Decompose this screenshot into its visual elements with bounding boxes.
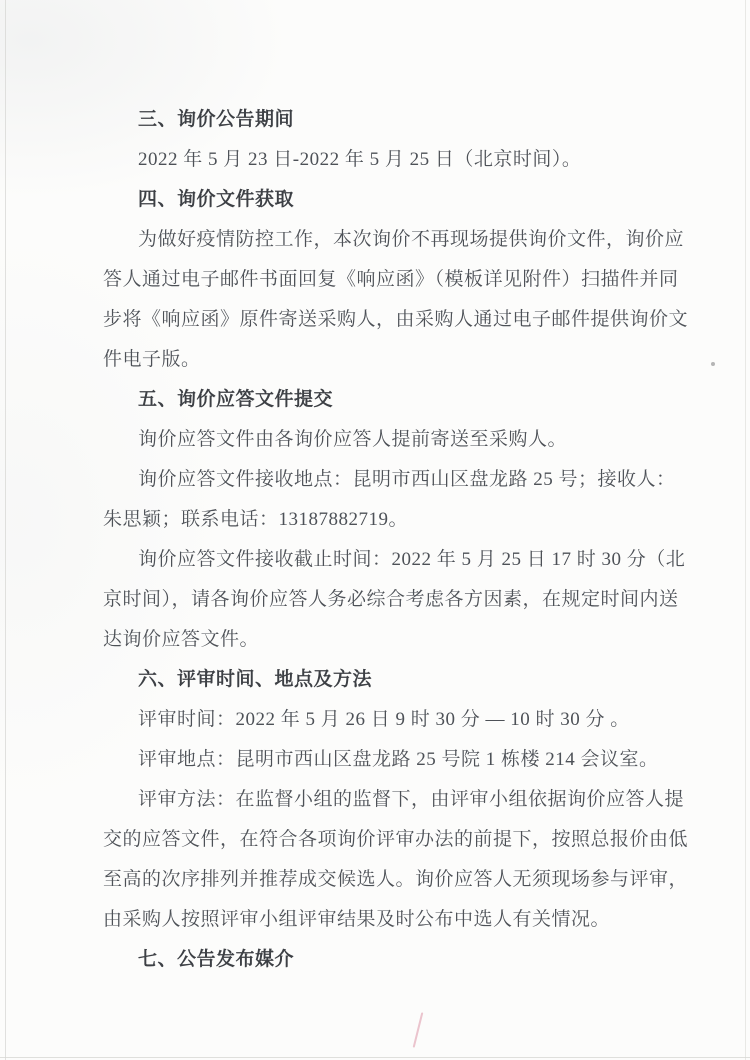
text-line: 询价应答文件接收地点：昆明市西山区盘龙路 25 号；接收人：: [138, 469, 676, 490]
text-line: 评审地点：昆明市西山区盘龙路 25 号院 1 栋楼 214 会议室。: [138, 749, 659, 770]
text-line: 2022 年 5 月 23 日-2022 年 5 月 25 日（北京时间）。: [138, 149, 582, 170]
section-heading: 三、询价公告期间: [138, 109, 295, 130]
document-content: [103, 100, 689, 980]
text-line: 为做好疫情防控工作，本次询价不再现场提供询价文件，询价应: [138, 229, 685, 250]
text-line: 件电子版。: [103, 349, 201, 370]
section-heading: 四、询价文件获取: [138, 189, 295, 210]
text-line: 朱思颖；联系电话：13187882719。: [103, 509, 409, 530]
text-line: 答人通过电子邮件书面回复《响应函》（模板详见附件）扫描件并同: [103, 269, 679, 290]
page-edge-bottom: [0, 1057, 750, 1058]
text-line: 询价应答文件接收截止时间：2022 年 5 月 25 日 17 时 30 分（北: [138, 549, 686, 570]
text-line: 达询价应答文件。: [103, 629, 260, 650]
text-line: 至高的次序排列并推荐成交候选人。询价应答人无须现场参与评审，: [103, 869, 689, 890]
section-heading: 七、公告发布媒介: [138, 949, 295, 970]
text-line: 评审时间：2022 年 5 月 26 日 9 时 30 分 — 10 时 30 分 。: [138, 709, 630, 730]
text-line: 评审方法：在监督小组的监督下，由评审小组依据询价应答人提: [138, 789, 685, 810]
section-heading: 五、询价应答文件提交: [138, 389, 334, 410]
section-heading: 六、评审时间、地点及方法: [138, 669, 373, 690]
pen-mark: [413, 1012, 424, 1047]
text-line: 步将《响应函》原件寄送采购人，由采购人通过电子邮件提供询价文: [103, 309, 689, 330]
page-edge-right: [745, 0, 746, 1060]
scan-speck: [711, 362, 715, 366]
page-edge-left: [5, 0, 6, 1060]
text-line: 由采购人按照评审小组评审结果及时公布中选人有关情况。: [103, 909, 611, 930]
text-line: 京时间），请各询价应答人务必综合考虑各方因素，在规定时间内送: [103, 589, 679, 610]
text-line: 询价应答文件由各询价应答人提前寄送至采购人。: [138, 429, 568, 450]
text-line: 交的应答文件，在符合各项询价评审办法的前提下，按照总报价由低: [103, 829, 689, 850]
